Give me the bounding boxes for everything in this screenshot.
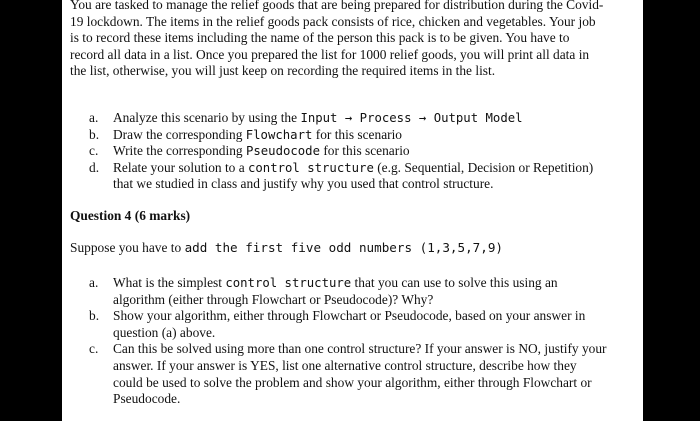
task-code: Pseudocode bbox=[245, 144, 320, 159]
task-text: Write the corresponding bbox=[113, 143, 246, 159]
list-marker: a. bbox=[89, 275, 99, 290]
item-code: control structure bbox=[225, 276, 352, 290]
list-marker: b. bbox=[89, 308, 100, 324]
item-text: question (a) above. bbox=[113, 324, 216, 340]
list-marker: c. bbox=[89, 143, 99, 159]
item-text: Show your algorithm, either through Flowchart or Pseudocode, based on your answer in bbox=[113, 308, 586, 324]
task-code: Input → Process → Output Model bbox=[300, 111, 523, 125]
scenario-line: the list, otherwise, you will just keep on recording the required items in the list. bbox=[70, 63, 496, 79]
item-text: algorithm (either through Flowchart or Pseudocode)? Why? bbox=[113, 291, 434, 307]
scenario-line: You are tasked to manage the relief goods that are being prepared for distribution during the Covid- bbox=[70, 0, 604, 12]
scenario-paragraph bbox=[70, 0, 630, 80]
task-item-d bbox=[89, 160, 629, 193]
item-text: could be used to solve the problem and show your algorithm, either through Flowchart or bbox=[113, 374, 592, 390]
scenario-line: is to record these items including the name of the person this pack is to be given. You have to bbox=[70, 30, 570, 46]
scenario-line: 19 lockdown. The items in the relief goods pack consists of rice, chicken and vegetables. Your job bbox=[70, 13, 596, 29]
task-text: for this scenario bbox=[312, 126, 403, 142]
scenario-line: record all data in a list. Once you prepared the list for 1000 relief goods, you will print all data in bbox=[70, 46, 590, 62]
q4-item-a bbox=[89, 275, 629, 308]
item-text: answer. If your answer is YES, list one alternative control structure, describe how they bbox=[113, 357, 577, 373]
task-code: Flowchart bbox=[245, 127, 313, 142]
task-code: control structure bbox=[248, 160, 374, 175]
item-text: Pseudocode. bbox=[113, 391, 181, 407]
task-list bbox=[89, 110, 629, 193]
task-item-c bbox=[89, 143, 629, 160]
item-text: What is the simplest bbox=[113, 275, 226, 290]
task-text: that we studied in class and justify why you used that control structure. bbox=[113, 176, 494, 192]
task-item-b bbox=[89, 127, 629, 144]
task-text: (e.g. Sequential, Decision or Repetition) bbox=[373, 159, 594, 175]
list-marker: a. bbox=[89, 110, 99, 125]
prompt-text: Suppose you have to bbox=[70, 240, 185, 255]
item-text: Can this be solved using more than one control structure? If your answer is NO, justify your bbox=[113, 341, 607, 357]
item-text: that you can use to solve this using an bbox=[351, 275, 558, 290]
document-page bbox=[62, 0, 643, 421]
list-marker: c. bbox=[89, 341, 99, 357]
question-4-prompt bbox=[70, 240, 503, 257]
question-4-list bbox=[89, 275, 629, 408]
prompt-code: add the first five odd numbers (1,3,5,7,9) bbox=[184, 240, 504, 255]
task-text: Analyze this scenario by using the bbox=[113, 110, 301, 125]
list-marker: d. bbox=[89, 159, 100, 175]
task-item-a bbox=[89, 110, 629, 127]
task-text: for this scenario bbox=[320, 143, 410, 159]
task-text: Relate your solution to a bbox=[113, 159, 248, 175]
list-marker: b. bbox=[89, 126, 100, 142]
task-text: Draw the corresponding bbox=[113, 126, 246, 142]
q4-item-b bbox=[89, 308, 629, 341]
q4-item-c bbox=[89, 341, 629, 407]
question-4-heading: Question 4 (6 marks) bbox=[70, 208, 191, 223]
